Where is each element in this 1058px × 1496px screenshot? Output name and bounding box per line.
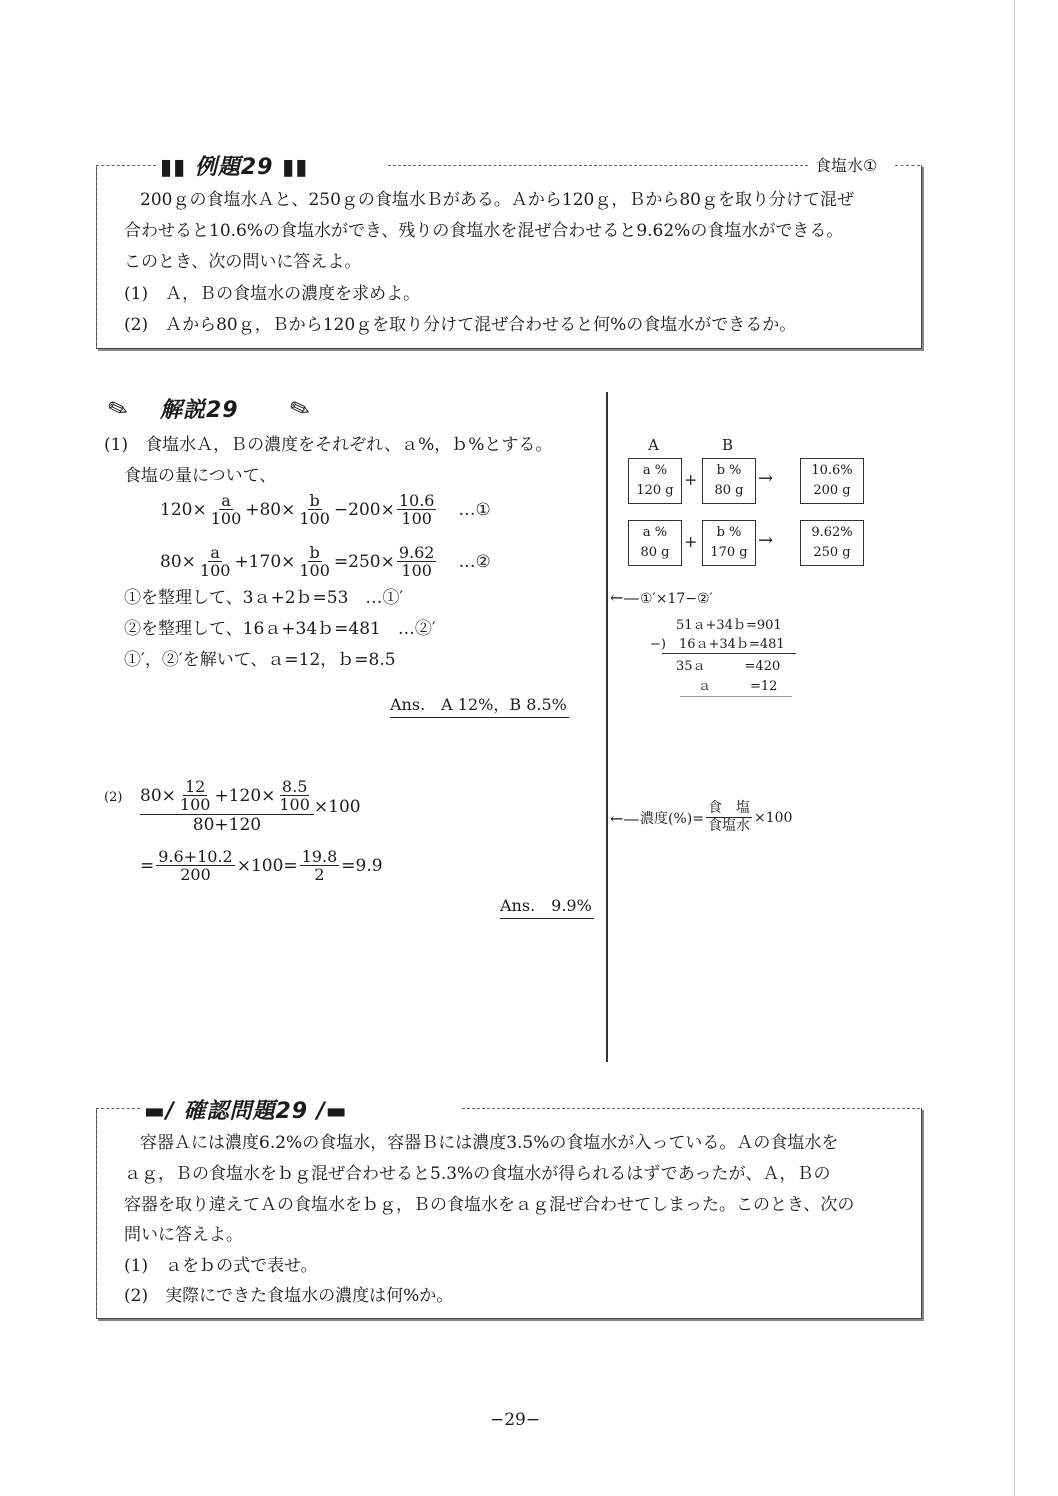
- cell-a2: [628, 520, 682, 566]
- frac-num: b: [309, 491, 320, 510]
- cell-text: 120 g: [636, 483, 674, 498]
- part2-expression: [140, 778, 361, 835]
- frac-num: a: [221, 491, 231, 510]
- calc-rule: [662, 653, 796, 654]
- answer-2: Ans. 9.9%: [500, 893, 594, 919]
- eq-term: +170×: [234, 551, 296, 572]
- frac-num: b: [309, 543, 320, 562]
- cell-text: a %: [642, 525, 668, 540]
- cell-a1: [628, 458, 682, 504]
- cell-text: a %: [642, 463, 668, 478]
- confirm-line-3: 容器を取り違えてＡの食塩水をｂｇ，Ｂの食塩水をａｇ混ぜ合わせてしまった。このとき、次の: [124, 1195, 855, 1215]
- eq-denominator: 80+120: [192, 815, 262, 835]
- solution-intro: (1) 食塩水Ａ，Ｂの濃度をそれぞれ、ａ%，ｂ%とする。: [104, 435, 553, 455]
- frac-den: 2: [314, 865, 325, 884]
- cell-r2: [800, 520, 864, 566]
- part2-result: [140, 848, 383, 883]
- calc-line-4: ａ =12: [698, 679, 778, 694]
- eq-term: +80×: [245, 499, 296, 520]
- cell-text: b %: [716, 463, 742, 478]
- frac-den: 100: [210, 509, 242, 528]
- solution-intro2: 食塩の量について、: [124, 466, 277, 486]
- cell-text: 80 g: [714, 483, 744, 498]
- step-2: ②を整理して、16ａ+34ｂ=481 …②′: [124, 619, 436, 639]
- left-arrow-icon: ←—: [610, 809, 640, 828]
- frac-den: 200: [180, 865, 211, 884]
- step-1: ①を整理して、3ａ+2ｂ=53 …①′: [124, 588, 404, 608]
- part2-label: (2): [104, 790, 123, 805]
- eq-term: ×100: [313, 796, 361, 817]
- equation-1: [160, 492, 491, 527]
- frac-den: 食塩水: [707, 818, 750, 834]
- example-line-5: (2) Ａから80ｇ，Ｂから120ｇを取り分けて混ぜ合わせると何%の食塩水ができるか。: [124, 315, 797, 335]
- title-bar-icon: ▮▮: [273, 155, 309, 180]
- page-number: −29−: [490, 1410, 541, 1430]
- frac-num: 8.5: [281, 777, 308, 796]
- frac-den: 100: [279, 795, 310, 814]
- eq-term: =: [140, 855, 155, 876]
- example-line-3: このとき、次の問いに答えよ。: [124, 252, 362, 272]
- frac-num: 9.6+10.2: [158, 847, 233, 866]
- title-bar-icon: /▬: [308, 1099, 348, 1124]
- confirm-line-5: (1) ａをｂの式で表せ。: [124, 1256, 318, 1276]
- calc-line-3: 35ａ =420: [676, 659, 781, 674]
- frac-den: 100: [179, 795, 211, 814]
- cell-b2: [702, 520, 756, 566]
- example-line-4: (1) Ａ，Ｂの食塩水の濃度を求めよ。: [124, 284, 421, 304]
- confirm-line-2: ａｇ，Ｂの食塩水をｂｇ混ぜ合わせると5.3%の食塩水が得られるはずであったが、Ａ，Ｂの: [124, 1164, 831, 1184]
- eq-term: 120×: [160, 499, 207, 520]
- frac-num: 食 塩: [707, 800, 750, 816]
- frac-num: 19.8: [301, 847, 338, 866]
- eq-tag: …①: [458, 499, 491, 520]
- eq-term: −200×: [333, 499, 395, 520]
- plus-sign: +: [684, 532, 698, 551]
- cell-text: 250 g: [813, 545, 851, 560]
- cell-text: 80 g: [640, 545, 670, 560]
- calc-rule: [680, 696, 792, 697]
- equation-2: [160, 544, 491, 579]
- example-line-2: 合わせると10.6%の食塩水ができ、残りの食塩水を混ぜ合わせると9.62%の食塩水ができる。: [124, 221, 844, 241]
- frac-den: 100: [199, 561, 231, 580]
- eq-term: 80×: [160, 551, 196, 572]
- column-divider: [606, 392, 608, 1062]
- calc-line-1: 51ａ+34ｂ=901: [676, 618, 782, 633]
- frac-num: 10.6: [398, 491, 435, 510]
- arrow-icon: →: [758, 468, 774, 489]
- eq-term: =9.9: [341, 855, 383, 876]
- cell-text: 170 g: [710, 545, 748, 560]
- cell-r1: [800, 458, 864, 504]
- cell-text: 10.6%: [811, 463, 853, 478]
- eq-tag: …②: [458, 551, 491, 572]
- cell-b1: [702, 458, 756, 504]
- frac-num: 9.62: [398, 543, 435, 562]
- solution-title: 解説29: [160, 398, 239, 423]
- example-line-1: 200ｇの食塩水Ａと、250ｇの食塩水Ｂがある。Ａから120ｇ，Ｂから80ｇを取り分けて混ぜ: [140, 190, 854, 210]
- cell-text: b %: [716, 525, 742, 540]
- eq-term: =250×: [333, 551, 395, 572]
- confirm-line-1: 容器Ａには濃度6.2%の食塩水，容器Ｂには濃度3.5%の食塩水が入っている。Ａの食塩水を: [140, 1133, 839, 1153]
- example-tag: 食塩水①: [815, 156, 878, 175]
- title-bar-icon: ▬/: [144, 1099, 184, 1124]
- frac-den: 100: [401, 509, 432, 528]
- plus-sign: +: [684, 470, 698, 489]
- confirm-title-text: 確認問題29: [183, 1099, 309, 1124]
- left-arrow-icon: ←—: [610, 588, 640, 607]
- pencil-icon: ✎: [285, 392, 315, 426]
- side-header-b: B: [722, 436, 734, 454]
- arrow-icon: →: [758, 530, 774, 551]
- step-3: ①′，②′を解いて、ａ=12，ｂ=8.5: [124, 650, 396, 670]
- note-term: ×100: [753, 809, 793, 826]
- frac-num: a: [210, 543, 220, 562]
- calc-line-2: −) 16ａ+34ｂ=481: [650, 637, 785, 652]
- frac-den: 100: [299, 561, 330, 580]
- scan-edge: [1014, 0, 1015, 1496]
- eq-term: 80×: [140, 785, 176, 806]
- frac-den: 100: [401, 561, 432, 580]
- cell-text: 9.62%: [811, 525, 853, 540]
- confirm-line-6: (2) 実際にできた食塩水の濃度は何%か。: [124, 1286, 454, 1306]
- pencil-icon: ✎: [103, 392, 133, 426]
- side-note-2: [640, 800, 792, 835]
- side-header-a: A: [648, 436, 659, 454]
- frac-den: 100: [299, 509, 330, 528]
- cell-text: 200 g: [813, 483, 851, 498]
- note-term: 濃度(%)=: [640, 810, 704, 827]
- example-title-text: 例題29: [194, 155, 274, 180]
- confirm-line-4: 問いに答えよ。: [124, 1225, 243, 1245]
- eq-term: +120×: [214, 785, 276, 806]
- answer-1: Ans. A 12%，B 8.5%: [390, 692, 569, 718]
- side-note-1: ①′×17−②′: [640, 591, 713, 607]
- title-bar-icon: ▮▮: [160, 155, 195, 180]
- eq-term: ×100=: [236, 855, 298, 876]
- frac-num: 12: [184, 777, 206, 796]
